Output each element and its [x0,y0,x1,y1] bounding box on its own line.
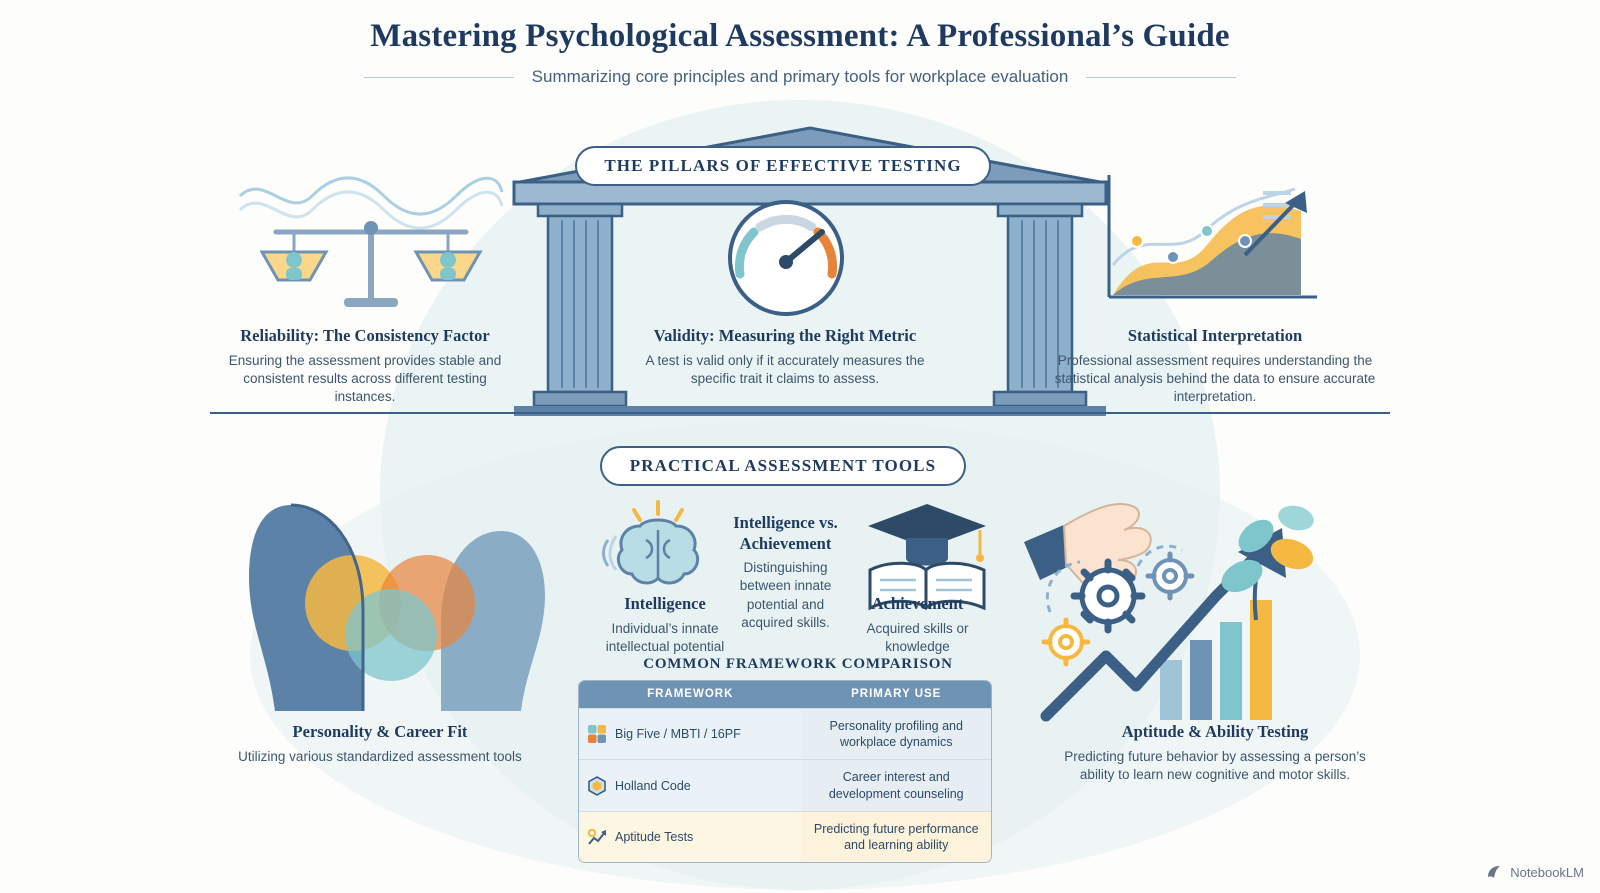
table-cell-framework: Big Five / MBTI / 16PF [615,727,741,742]
table-cell-framework: Holland Code [615,778,691,793]
tool-personality-title: Personality & Career Fit [292,722,468,741]
watermark-label: NotebookLM [1510,865,1584,880]
two-heads-overlap-icon [245,485,565,715]
pillar-statistics-desc: Professional assessment requires understanding the statistical analysis behind the data to ensure accurate interpretation. [1054,352,1376,405]
pillars-section-label: THE PILLARS OF EFFECTIVE TESTING [575,146,991,186]
tool-intelligence-title: Intelligence [624,594,706,613]
table-col-primary-use: PRIMARY USE [801,681,991,708]
table-cell-framework: Aptitude Tests [615,830,694,845]
gear-growth-icon [587,827,607,847]
watermark [1486,864,1584,881]
tool-personality [235,722,525,766]
intelligence-vs-achievement-desc: Distinguishing between innate potential and acquired skills. [739,560,832,630]
tool-intelligence [590,594,740,656]
balance-scale-icon [236,170,506,330]
notebooklm-logo-icon [1486,864,1503,881]
tool-personality-desc: Utilizing various standardized assessment tools [238,748,522,764]
pillar-reliability-desc: Ensuring the assessment provides stable and consistent results across different testing instances. [228,352,502,405]
pillar-validity-title: Validity: Measuring the Right Metric [653,326,917,345]
tool-aptitude-title: Aptitude & Ability Testing [1121,722,1309,741]
tool-aptitude [1060,722,1370,784]
statistics-chart-icon [1095,165,1325,315]
brain-icon [598,496,718,606]
tool-aptitude-desc: Predicting future behavior by assessing a person’s ability to learn new cognitive and motor skills. [1064,748,1366,782]
pillar-validity-desc: A test is valid only if it accurately measures the specific trait it claims to assess. [645,352,925,386]
table-row [579,708,991,760]
pillar-reliability-title: Reliability: The Consistency Factor [240,326,490,345]
pillar-validity [630,326,940,388]
table-row [579,760,991,812]
page-subtitle: Summarizing core principles and primary tools for workplace evaluation [531,67,1069,86]
pillar-statistics-title: Statistical Interpretation [1127,326,1303,345]
rule-left [364,77,514,78]
rule-right [1086,77,1236,78]
puzzle-icon [587,724,607,744]
framework-table-heading: COMMON FRAMEWORK COMPARISON [643,656,953,672]
table-row [579,811,991,862]
hand-gear-growth-icon [1020,480,1340,740]
tool-achievement-title: Achievement [871,594,964,613]
framework-comparison-table [578,680,992,863]
tool-achievement [845,594,990,656]
intelligence-vs-achievement [723,513,848,632]
tool-achievement-desc: Acquired skills or knowledge [866,620,969,654]
table-col-framework: FRAMEWORK [579,681,801,708]
pillar-reliability [215,326,515,406]
gauge-icon [706,196,866,326]
tools-section-label: PRACTICAL ASSESSMENT TOOLS [600,446,966,486]
page-title: Mastering Psychological Assessment: A Professional’s Guide [370,18,1230,54]
header [0,18,1600,87]
table-cell-use: Personality profiling and workplace dynamics [801,708,991,760]
tool-intelligence-desc: Individual’s innate intellectual potential [605,620,725,654]
table-header-row [579,681,991,708]
subtitle-row [0,67,1600,87]
section-divider [210,412,1390,414]
hexagon-icon [587,776,607,796]
table-cell-use: Career interest and development counseling [801,760,991,812]
table-cell-use: Predicting future performance and learning ability [801,811,991,862]
intelligence-vs-achievement-title: Intelligence vs. Achievement [733,513,838,553]
pillar-statistics [1050,326,1380,406]
